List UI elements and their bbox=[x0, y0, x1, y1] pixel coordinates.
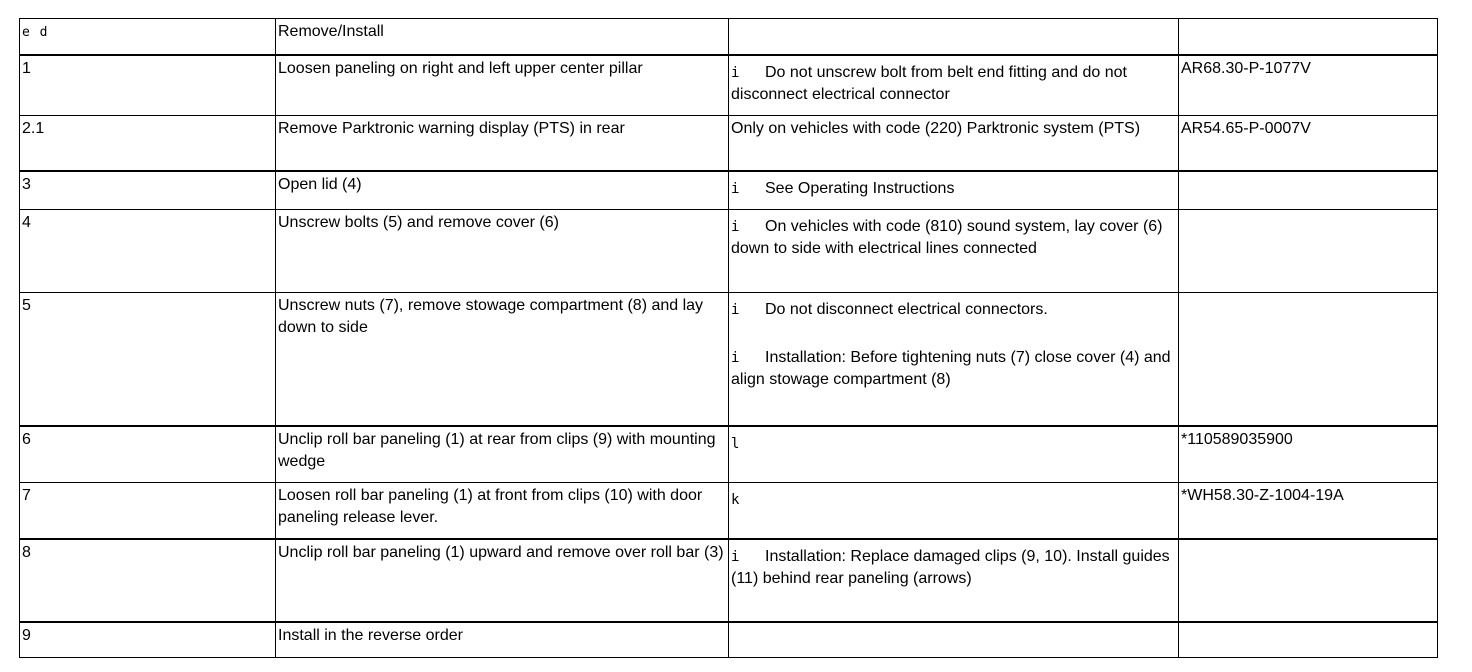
info-icon: i bbox=[731, 219, 740, 235]
operation-text: Loosen paneling on right and left upper center pillar bbox=[276, 55, 729, 116]
operation-text: Unclip roll bar paneling (1) upward and remove over roll bar (3) bbox=[276, 539, 729, 622]
table-row bbox=[20, 171, 1438, 210]
info-icon: i bbox=[731, 64, 740, 81]
table-row bbox=[20, 210, 1438, 293]
installation-note-text: Installation: Before tightening nuts (7) close cover (4) and align stowage compartment (8) bbox=[731, 349, 1171, 388]
operation-text: Unclip roll bar paneling (1) at rear from clips (9) with mounting wedge bbox=[276, 426, 729, 483]
note-header-cell bbox=[729, 19, 1179, 55]
note-cell bbox=[729, 539, 1179, 622]
operation-header-cell bbox=[276, 19, 729, 55]
info-icon: i bbox=[731, 350, 740, 366]
step-number: 7 bbox=[20, 483, 276, 539]
note-cell bbox=[729, 55, 1179, 116]
step-header-label: e d bbox=[22, 25, 49, 40]
operation-header-label: Remove/Install bbox=[278, 23, 384, 40]
note-text: Do not disconnect electrical connectors. bbox=[765, 301, 1048, 318]
table-row bbox=[20, 293, 1438, 426]
operation-text: Open lid (4) bbox=[276, 171, 729, 210]
operation-text: Remove Parktronic warning display (PTS) in rear bbox=[276, 116, 729, 171]
note-text: Do not unscrew bolt from belt end fitting and do not disconnect electrical connector bbox=[731, 63, 1127, 103]
note-text: On vehicles with code (810) sound system, lay cover (6) down to side with electrical lines connected bbox=[731, 218, 1163, 257]
note-cell bbox=[729, 483, 1179, 539]
step-number: 2.1 bbox=[20, 116, 276, 171]
note-cell bbox=[729, 171, 1179, 210]
reference-cell bbox=[1179, 539, 1438, 622]
reference-cell bbox=[1179, 171, 1438, 210]
reference-link[interactable]: AR68.30-P-1077V bbox=[1179, 55, 1438, 116]
step-number: 4 bbox=[20, 210, 276, 293]
info-icon: i bbox=[731, 180, 740, 197]
info-icon: i bbox=[731, 548, 740, 565]
reference-link[interactable]: AR54.65-P-0007V bbox=[1179, 116, 1438, 171]
step-number: 1 bbox=[20, 55, 276, 116]
note-cell bbox=[729, 210, 1179, 293]
note-text: See Operating Instructions bbox=[765, 179, 955, 197]
table-row bbox=[20, 55, 1438, 116]
operation-text: Install in the reverse order bbox=[276, 622, 729, 658]
operation-text: Unscrew nuts (7), remove stowage compartment (8) and lay down to side bbox=[276, 293, 729, 426]
special-tool-icon: l bbox=[731, 435, 740, 452]
note-cell bbox=[729, 293, 1179, 426]
reference-cell bbox=[1179, 293, 1438, 426]
reference-header-cell bbox=[1179, 19, 1438, 55]
reference-cell bbox=[1179, 622, 1438, 658]
note-text: Installation: Replace damaged clips (9, 10). Install guides (11) behind rear paneling (arrows) bbox=[731, 547, 1170, 587]
step-number: 3 bbox=[20, 171, 276, 210]
note-text: Only on vehicles with code (220) Parktronic system (PTS) bbox=[729, 116, 1179, 171]
note-cell bbox=[729, 426, 1179, 483]
step-header-cell bbox=[20, 19, 276, 55]
step-number: 5 bbox=[20, 293, 276, 426]
table-row bbox=[20, 426, 1438, 483]
tool-icon: k bbox=[731, 492, 740, 508]
reference-link[interactable]: *WH58.30-Z-1004-19A bbox=[1179, 483, 1438, 539]
note-cell bbox=[729, 622, 1179, 658]
table-header-row bbox=[20, 19, 1438, 55]
info-icon: i bbox=[731, 302, 740, 318]
step-number: 9 bbox=[20, 622, 276, 658]
procedure-table bbox=[19, 18, 1438, 658]
reference-cell bbox=[1179, 210, 1438, 293]
table-row bbox=[20, 622, 1438, 658]
operation-text: Loosen roll bar paneling (1) at front from clips (10) with door paneling release lever. bbox=[276, 483, 729, 539]
reference-link[interactable]: *110589035900 bbox=[1179, 426, 1438, 483]
table-row bbox=[20, 539, 1438, 622]
table-row bbox=[20, 483, 1438, 539]
step-number: 8 bbox=[20, 539, 276, 622]
table-row bbox=[20, 116, 1438, 171]
step-number: 6 bbox=[20, 426, 276, 483]
operation-text: Unscrew bolts (5) and remove cover (6) bbox=[276, 210, 729, 293]
